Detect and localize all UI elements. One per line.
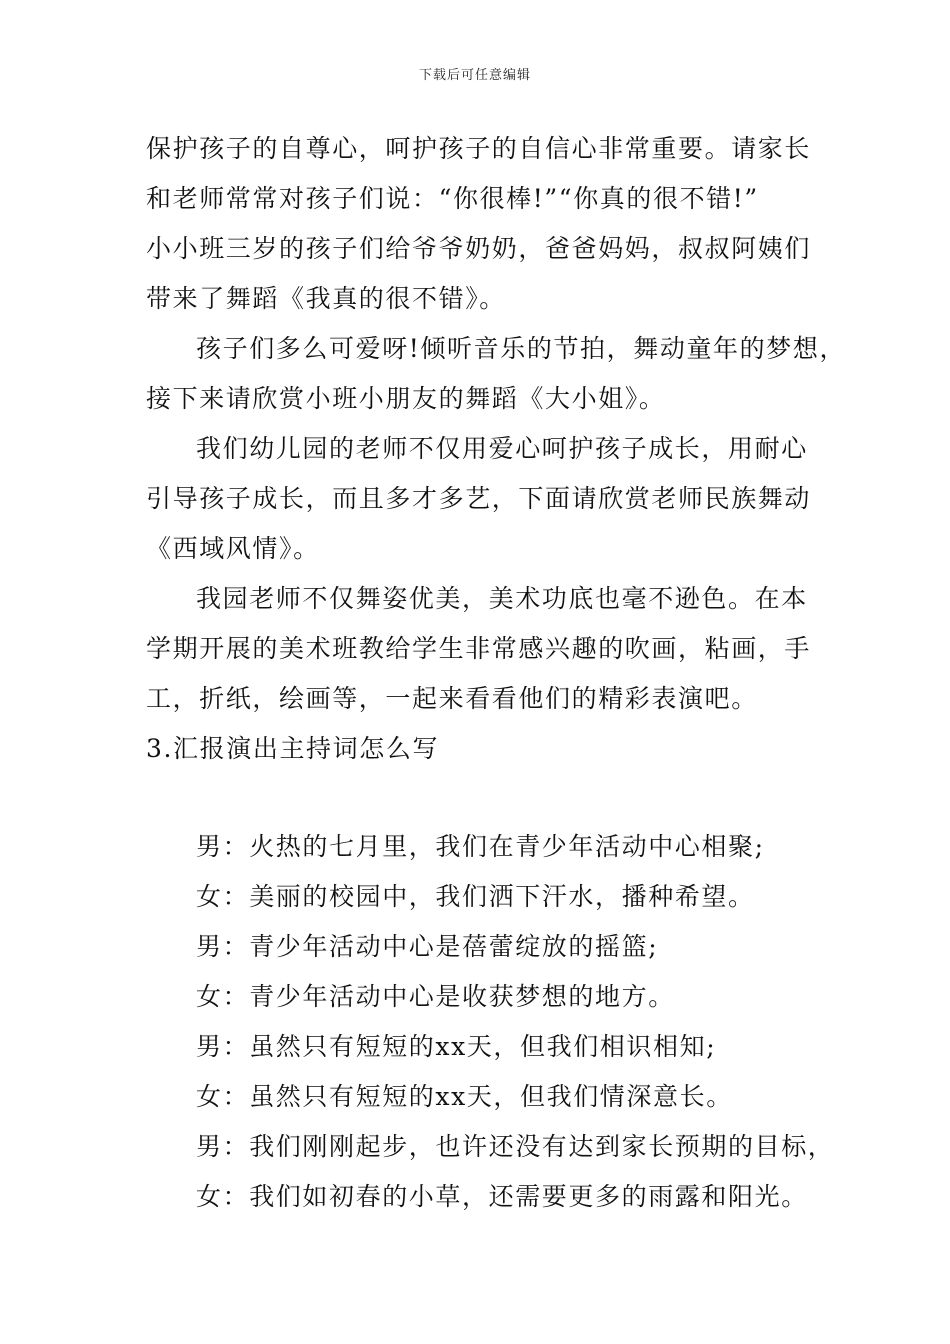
body-line: 孩子们多么可爱呀!倾听音乐的节拍，舞动童年的梦想， [196,334,847,363]
body-line: 工，折纸，绘画等，一起来看看他们的精彩表演吧。 [146,684,758,713]
body-line: 小小班三岁的孩子们给爷爷奶奶，爸爸妈妈，叔叔阿姨们 [146,234,812,263]
dialogue-line: 女：美丽的校园中，我们洒下汗水，播种希望。 [196,882,755,911]
body-line: 引导孩子成长，而且多才多艺，下面请欣赏老师民族舞动 [146,484,812,513]
body-line: 学期开展的美术班教给学生非常感兴趣的吹画，粘画，手 [146,634,812,663]
body-line: 保护孩子的自尊心，呵护孩子的自信心非常重要。请家长 [146,134,812,163]
body-line: 接下来请欣赏小班小朋友的舞蹈《大小姐》。 [146,384,666,413]
body-line: 《西域风情》。 [146,534,320,563]
dialogue-line: 女：青少年活动中心是收获梦想的地方。 [196,982,675,1011]
body-line: 和老师常常对孩子们说：“你很棒!”“你真的很不错!” [146,184,759,213]
body-line: 我们幼儿园的老师不仅用爱心呵护孩子成长，用耐心 [196,434,808,463]
dialogue-line: 男：火热的七月里，我们在青少年活动中心相聚; [196,832,765,861]
section-heading: 3.汇报演出主持词怎么写 [146,734,440,763]
dialogue-line: 女：我们如初春的小草，还需要更多的雨露和阳光。 [196,1182,808,1211]
page-header: 下载后可任意编辑 [418,68,531,83]
body-line: 我园老师不仅舞姿优美，美术功底也毫不逊色。在本 [196,584,808,613]
dialogue-line: 男：我们刚刚起步，也许还没有达到家长预期的目标， [196,1132,835,1161]
dialogue-line: 男：虽然只有短短的xx天，但我们相识相知; [196,1032,717,1061]
dialogue-line: 女：虽然只有短短的xx天，但我们情深意长。 [196,1082,733,1111]
dialogue-line: 男：青少年活动中心是蓓蕾绽放的摇篮; [196,932,659,961]
body-line: 带来了舞蹈《我真的很不错》。 [146,284,506,313]
